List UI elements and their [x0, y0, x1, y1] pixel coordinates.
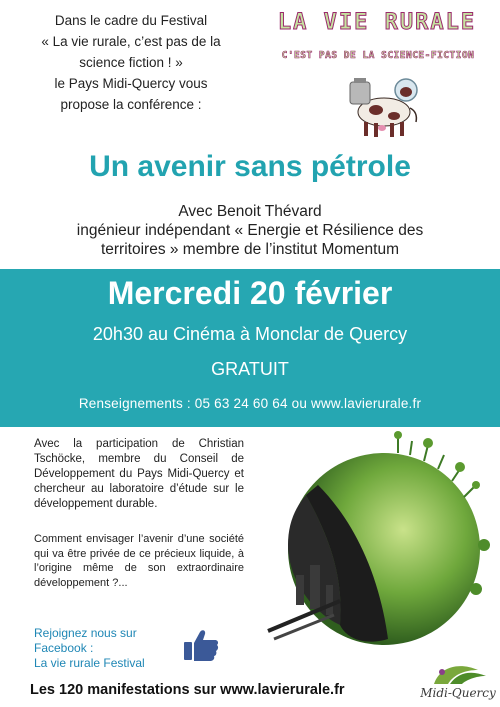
event-price: GRATUIT	[211, 359, 289, 379]
intro-line-2: « La vie rurale, c’est pas de la	[41, 34, 221, 49]
logo-title: LA VIE RURALE	[277, 10, 477, 35]
event-venue: 20h30 au Cinéma à Monclar de Quercy	[92, 324, 408, 344]
speaker-info	[10, 202, 490, 259]
intro-line-5: propose la conférence :	[60, 97, 202, 112]
event-banner	[0, 269, 500, 427]
speaker-line-3: territoires » membre de l’institut Momentum	[100, 241, 400, 258]
midi-quercy-emblem-icon	[420, 660, 496, 688]
cow-icon	[342, 68, 420, 140]
event-date: Mercredi 20 février	[107, 275, 393, 311]
thumbs-up-icon[interactable]	[182, 626, 220, 664]
festival-logo	[262, 6, 492, 146]
facebook-invite[interactable]	[34, 626, 194, 671]
intro-text	[18, 10, 244, 115]
conference-title: Un avenir sans pétrole	[89, 150, 411, 183]
globe-illustration	[248, 425, 496, 657]
intro-line-1: Dans le cadre du Festival	[54, 13, 208, 28]
facebook-line-3: La vie rurale Festival	[34, 656, 145, 670]
question-text: Comment envisager l’avenir d’une société qui va être privée de ce précieux liquide, à l’origine même de son extraordinaire développement ?...	[34, 533, 244, 589]
facebook-line-1: Rejoignez nous sur	[34, 626, 137, 640]
facebook-line-2: Facebook :	[34, 641, 94, 655]
logo-subtitle: C'EST PAS DE LA SCIENCE-FICTION	[281, 50, 475, 61]
intro-line-4: le Pays Midi-Quercy vous	[54, 76, 208, 91]
event-contact[interactable]: Renseignements : 05 63 24 60 64 ou www.lavierurale.fr	[78, 396, 422, 411]
intro-line-3: science fiction ! »	[79, 55, 183, 70]
participation-text: Avec la participation de Christian Tschöcke, membre du Conseil de Développement du Pays Midi-Quercy et chercheur au laboratoire d’étude sur le développement durable.	[34, 438, 244, 510]
midi-quercy-label: Midi-Quercy	[420, 686, 496, 700]
speaker-line-2: ingénieur indépendant « Energie et Résilience des	[76, 222, 424, 239]
speaker-line-1: Avec Benoit Thévard	[178, 203, 322, 220]
footer-text: Les 120 manifestations sur www.lavierurale.fr	[30, 682, 345, 698]
midi-quercy-logo	[420, 660, 496, 704]
